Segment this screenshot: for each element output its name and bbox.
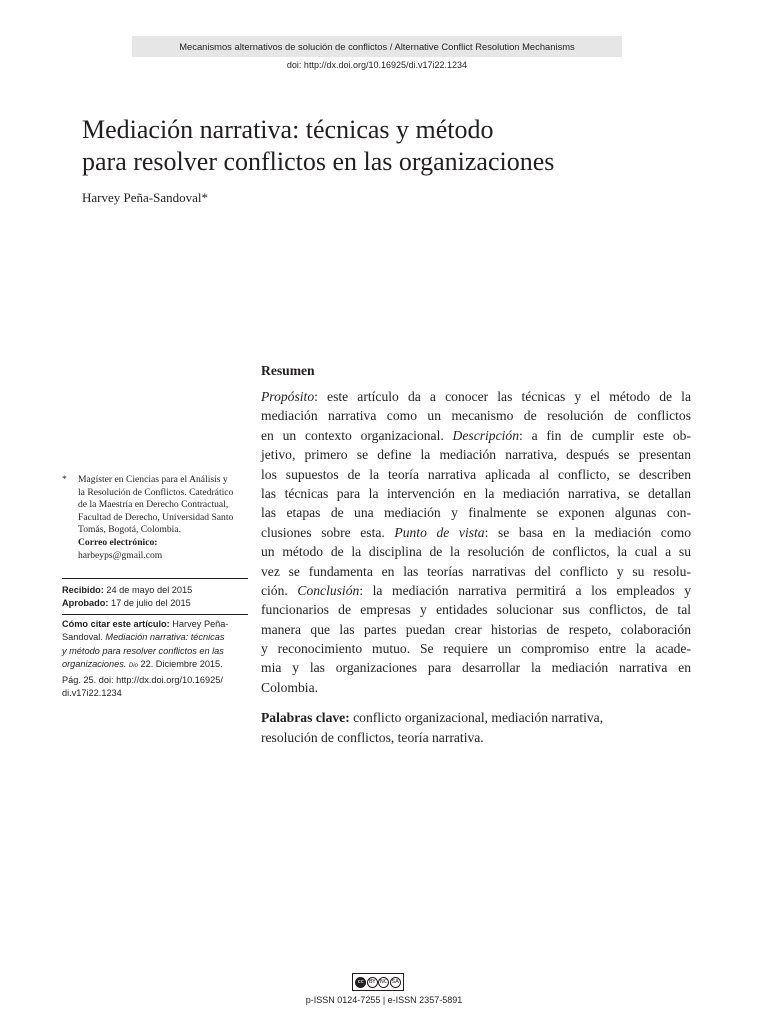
abstract-text: clusiones sobre esta. — [261, 524, 395, 540]
keywords — [261, 708, 691, 747]
abstract-text: : la mediación narrativa permitirá a los empleados y — [359, 582, 692, 598]
citation-line[interactable]: Pág. 25. doi: http://dx.doi.org/10.16925/ — [62, 674, 223, 685]
citation-line — [62, 658, 248, 673]
issn-footer: p-ISSN 0124-7255 | e-ISSN 2357-5891 — [305, 995, 463, 1005]
footnote-line: la Resolución de Conflictos. Catedrático — [78, 486, 234, 498]
footnote-marker: * — [62, 474, 67, 485]
citation-article-title: organizaciones. — [62, 659, 129, 670]
abstract-text: : este artículo da a conocer las técnicas y el método de la — [314, 389, 691, 404]
email-label: Correo electrónico: — [78, 536, 158, 548]
divider — [62, 614, 248, 615]
title-line-1: Mediación narrativa: técnicas y método — [82, 115, 494, 144]
abstract-body — [261, 387, 691, 697]
keywords-line-1 — [261, 708, 691, 727]
citation-label: Cómo citar este artículo: — [62, 619, 170, 629]
attribution-icon: BY — [367, 977, 378, 988]
approved-value: 17 de julio del 2015 — [108, 598, 191, 608]
citation-line — [62, 631, 248, 644]
citation-text: 22. Diciembre 2015. — [137, 659, 223, 670]
citation-line — [62, 618, 248, 631]
keywords-line-2: resolución de conflictos, teoría narrativa. — [261, 729, 484, 745]
citation-text: Sandoval. — [62, 632, 106, 643]
abstract-label-description: Descripción — [452, 427, 519, 443]
divider — [62, 578, 248, 579]
footnote-line: Tomás, Bogotá, Colombia. — [78, 524, 181, 536]
keywords-label: Palabras clave: — [261, 710, 350, 726]
abstract-line: Colombia. — [261, 679, 319, 695]
received-date — [62, 584, 248, 597]
abstract-heading: Resumen — [261, 363, 315, 378]
abstract-line: jetivo, primero se define la mediación narrativa, después se presentan — [261, 447, 691, 463]
creative-commons-license-badge[interactable] — [352, 973, 404, 991]
abstract-label-purpose: Propósito — [261, 389, 315, 404]
sharealike-icon: SA — [390, 977, 401, 988]
title-line-2: para resolver conflictos en las organizaciones — [82, 147, 555, 176]
received-label: Recibido: — [62, 585, 104, 595]
abstract-text: en un contexto organizacional. — [261, 427, 453, 443]
abstract-text: : se basa en la mediación como — [484, 524, 691, 540]
author-name: Harvey Peña-Sandoval* — [82, 190, 208, 205]
abstract-label-conclusion: Conclusión — [297, 582, 360, 598]
doi-line[interactable]: doi: http://dx.doi.org/10.16925/di.v17i22.1234 — [286, 60, 468, 70]
noncommercial-icon: NC — [378, 977, 389, 988]
abstract-section — [261, 362, 691, 747]
abstract-label-viewpoint: Punto de vista — [394, 524, 485, 540]
abstract-text: ción. — [261, 582, 298, 598]
abstract-line: mediación narrativa como un mecanismo de resolución de conflictos — [261, 408, 691, 424]
keywords-text: conflicto organizacional, mediación narrativa, — [349, 710, 604, 726]
author-email[interactable]: harbeyps@gmail.com — [78, 549, 163, 561]
citation-journal: Dio — [128, 663, 138, 670]
abstract-line: las etapas de una mediación y finalmente se exponen algunas con- — [261, 505, 691, 521]
citation-line[interactable]: di.v17i22.1234 — [62, 688, 122, 699]
abstract-line — [261, 523, 691, 542]
citation-article-title: Mediación narrativa: técnicas — [105, 632, 225, 643]
footnote-line: Magíster en Ciencias para el Análisis y — [78, 474, 228, 485]
abstract-line: un método de la disciplina de la resolución de conflictos, la cual a su — [261, 544, 691, 560]
footnote-body — [78, 474, 258, 562]
approved-date — [62, 597, 248, 610]
footnote-line: de la Maestría en Derecho Contractual, — [78, 499, 229, 511]
abstract-text: : a fin de cumplir este ob- — [519, 427, 691, 443]
abstract-line — [261, 581, 691, 600]
abstract-line: las técnicas para la intervención en la mediación narrativa, se detallan — [261, 485, 691, 501]
article-dates — [62, 584, 248, 610]
abstract-line: manera que las partes puedan crear historias de respeto, colaboración — [261, 621, 691, 637]
cc-icon: cc — [355, 977, 366, 988]
abstract-line: funcionarios de empresas y entidades solucionar sus conflictos, de tal — [261, 602, 691, 618]
abstract-line — [261, 387, 691, 406]
citation-line: y método para resolver conflictos en las — [62, 645, 224, 656]
citation-text: Harvey Peña- — [169, 619, 229, 629]
abstract-line: y reconocimiento mutuo. Se requiere un compromiso entre la acade- — [261, 641, 691, 657]
footnote-line: Facultad de Derecho, Universidad Santo — [78, 511, 234, 523]
approved-label: Aprobado: — [62, 598, 109, 608]
abstract-line: los supuestos de la teoría narrativa aplicada al conflicto, se describen — [261, 466, 691, 482]
received-value: 24 de mayo del 2015 — [103, 585, 193, 595]
abstract-line: mia y las organizaciones para desarrollar la mediación narrativa en — [261, 660, 691, 676]
abstract-line — [261, 426, 691, 445]
journal-section-header: Mecanismos alternativos de solución de conflictos / Alternative Conflict Resolution Mechanisms — [132, 36, 622, 57]
abstract-line: vez se fundamenta en las teorías narrativas del conflicto y su resolu- — [261, 563, 691, 579]
citation-block — [62, 618, 248, 700]
article-title — [82, 114, 682, 178]
